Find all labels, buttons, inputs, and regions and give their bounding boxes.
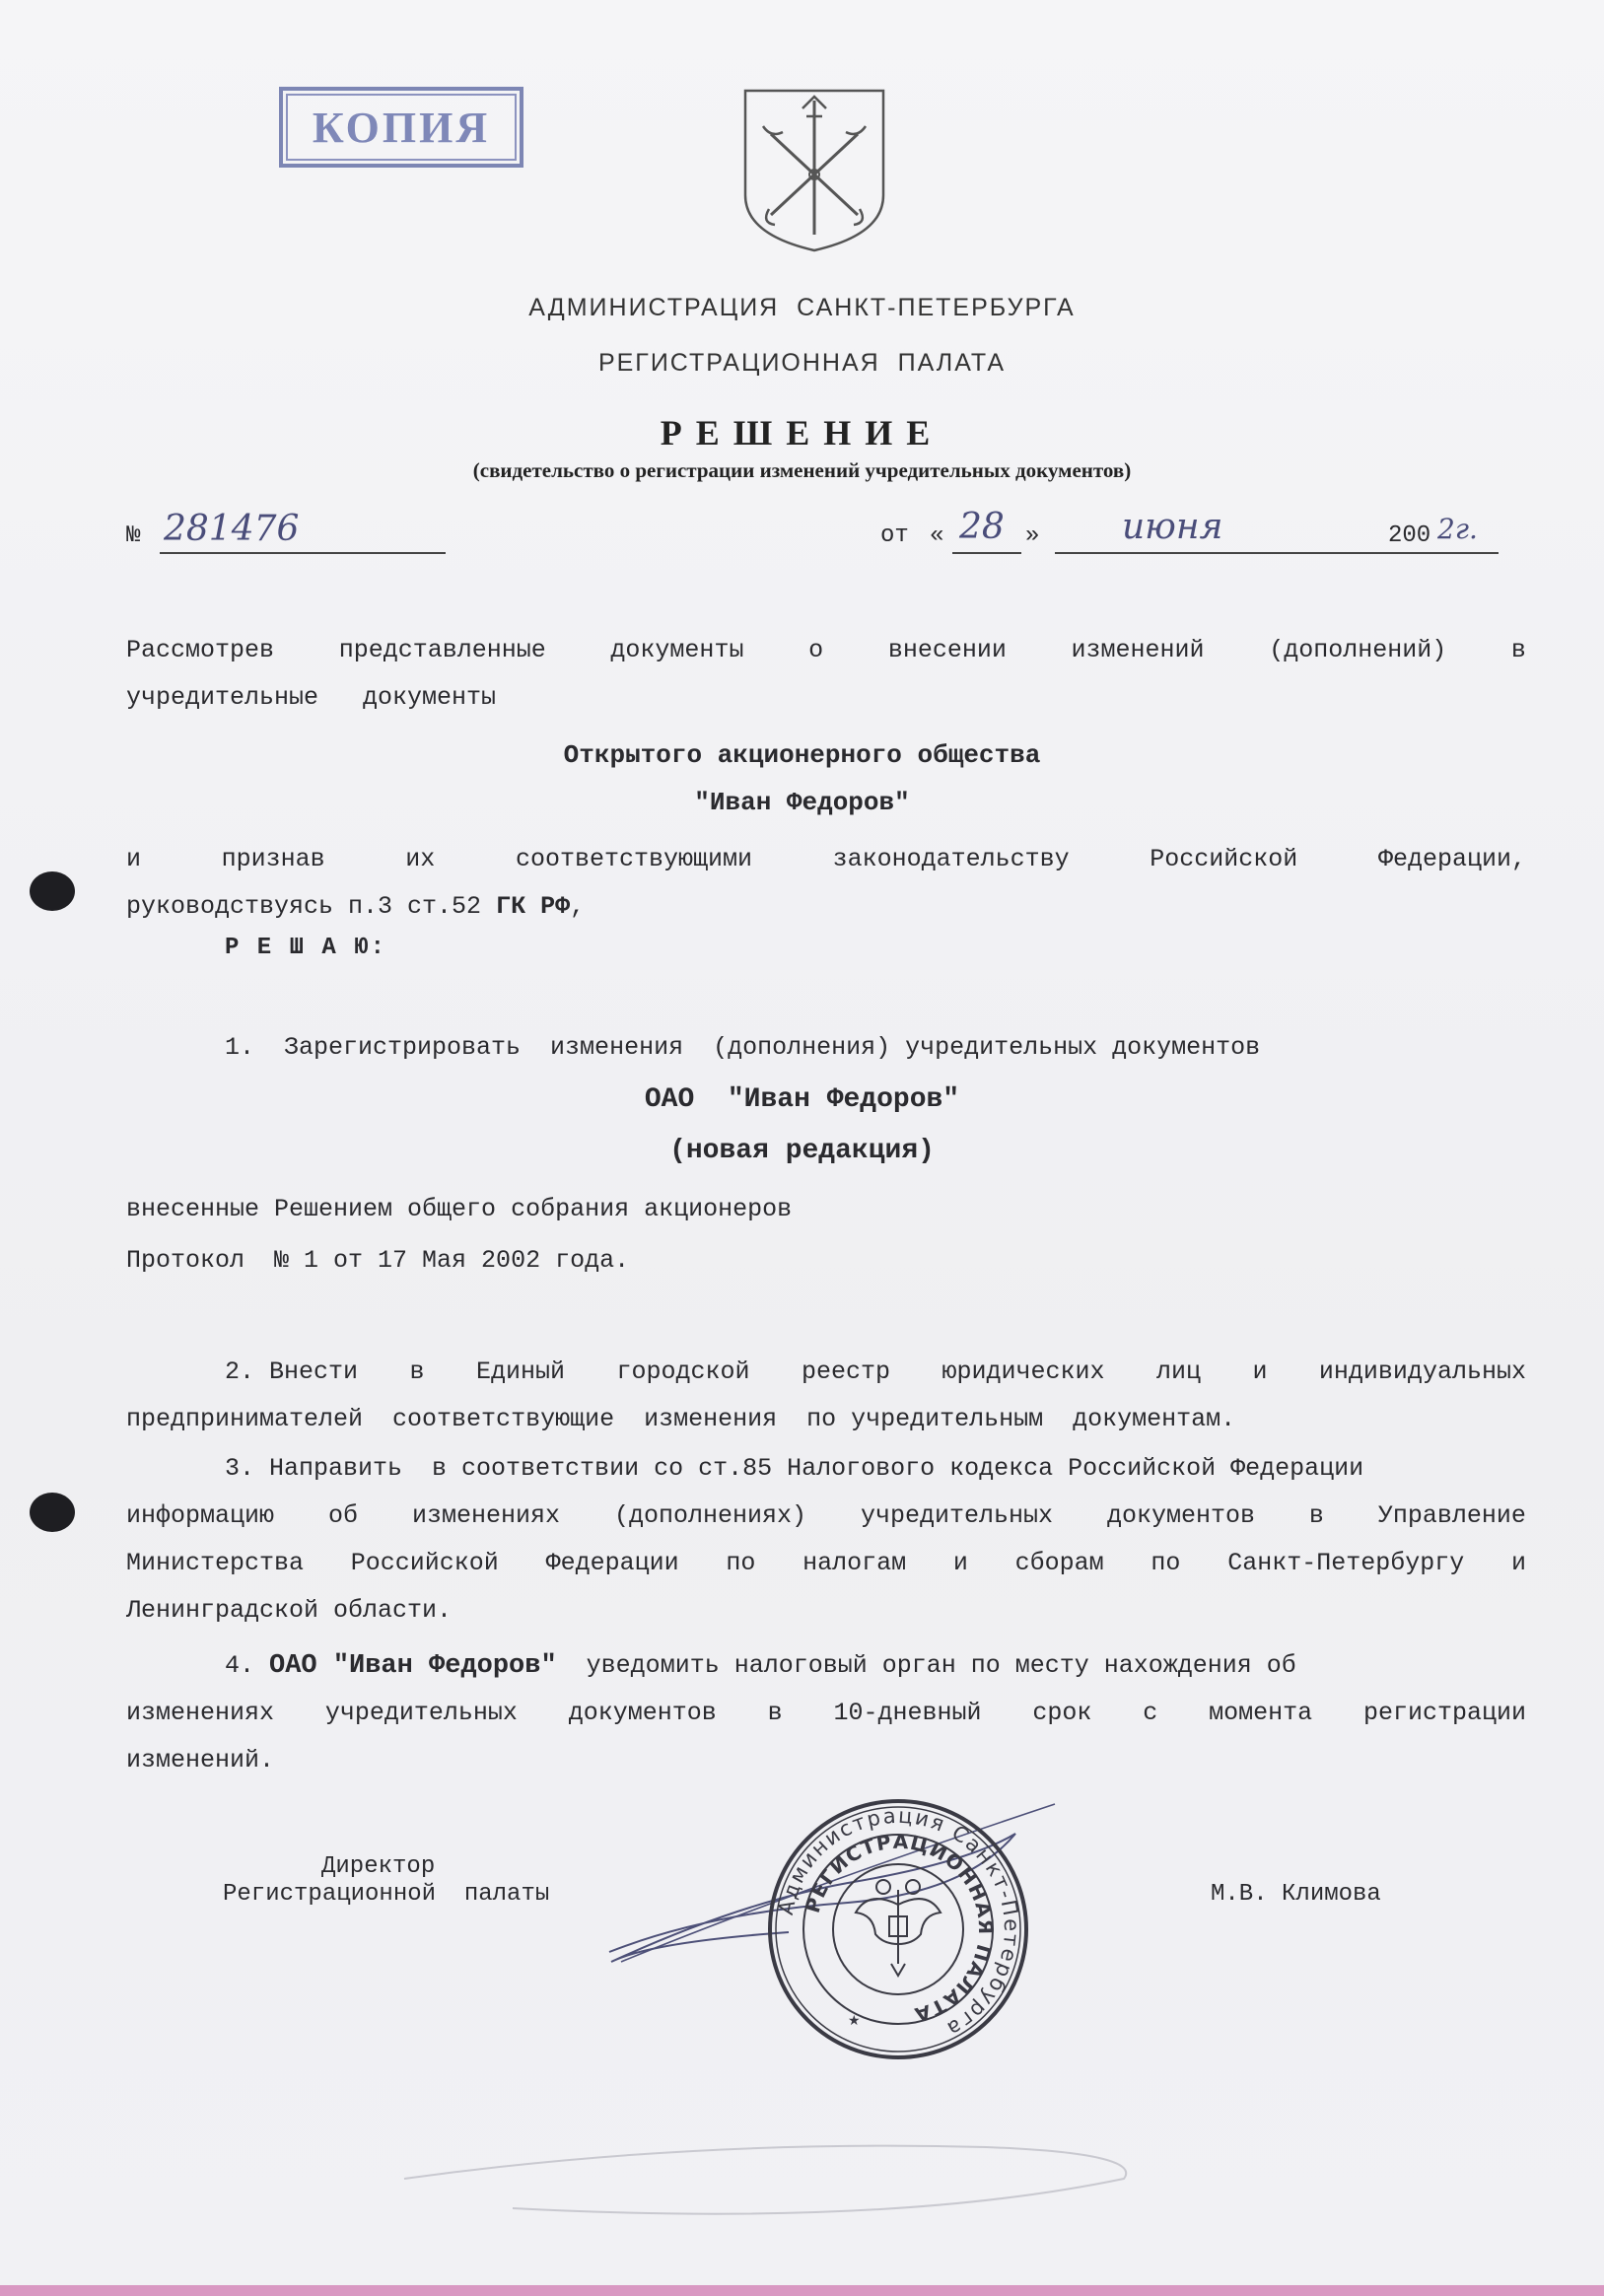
civil-code-reference: ГК РФ [496,892,571,921]
intro-line-3 [126,836,1526,883]
day-underline [952,552,1021,554]
word: в [409,1357,425,1386]
company-full-name-line-2: "Иван Федоров" [694,788,910,817]
item-2-paragraph [225,1349,1526,1396]
director-title: Директор [321,1853,436,1880]
word: реестр [801,1357,890,1386]
word: индивидуальных [1318,1357,1526,1386]
word: Управление [1377,1501,1526,1530]
word: с [1143,1699,1158,1727]
word: признав [221,845,325,873]
double-headed-eagle-icon [856,1880,941,1976]
item-4-line-1 [225,1642,1296,1690]
intro-paragraph-continued [126,836,1526,931]
item-4-company: ОАО "Иван Федоров" [269,1651,557,1681]
word: внесении [887,636,1007,664]
pencil-mark [394,2120,1203,2238]
intro-line-4-prefix: руководствуясь п.3 ст.52 [126,892,497,921]
decision-heading: Р Е Ш А Ю: [225,935,387,961]
word: лиц [1155,1357,1201,1386]
word: изменений [1071,636,1205,664]
seal-outer-text: Администрация Санкт-Петербурга [773,1803,1024,2043]
word: сборам [1014,1549,1104,1577]
year-prefix: 200 [1388,522,1431,549]
word: 2. Внести [225,1357,359,1386]
item-1-line-a: внесенные Решением общего собрания акционеров [126,1195,793,1223]
item-3-line-3 [126,1540,1526,1587]
word: в [767,1699,783,1727]
intro-line-4 [126,883,1526,931]
word: момента [1209,1699,1313,1727]
intro-line-4-suffix: , [570,892,586,921]
item-1-line-b: Протокол № 1 от 17 Мая 2002 года. [126,1246,630,1275]
day-value: 28 [959,507,1005,547]
seal-inner-text: РЕГИСТРАЦИОННАЯ ПАЛАТА [800,1829,999,2028]
word: информацию [126,1501,275,1530]
word: регистрации [1362,1699,1526,1727]
word: и [126,845,142,873]
word: законодательству [832,845,1070,873]
header-administration: АДМИНИСТРАЦИЯ САНКТ-ПЕТЕРБУРГА [528,294,1076,321]
intro-line-1 [126,627,1526,674]
number-value: 281476 [164,509,300,549]
item-4-paragraph [126,1690,1526,1784]
word: документов [1106,1501,1255,1530]
day-close-quote: » [1025,522,1040,549]
item-4-line-2 [126,1690,1526,1737]
word: Министерства [126,1549,305,1577]
word: Рассмотрев [126,636,275,664]
document-title: РЕШЕНИЕ [660,413,944,452]
word: Российской [350,1549,499,1577]
official-seal [765,1796,1031,2062]
word: представленные [338,636,546,664]
word: (дополнениях) [613,1501,806,1530]
month-underline [1055,552,1499,554]
word: в [1308,1501,1324,1530]
word: и [1510,1549,1526,1577]
bottom-edge-strip [0,2285,1604,2296]
word: Единый [475,1357,565,1386]
word: по [726,1549,756,1577]
number-label: № [126,522,141,549]
word: документов [568,1699,717,1727]
item-1-text: 1. Зарегистрировать изменения (дополнения) учредительных документов [225,1033,1261,1062]
item-2-line-2: предпринимателей соответствующие изменения по учредительным документам. [126,1405,1236,1433]
binder-hole-mark-top [30,871,75,911]
copy-stamp: КОПИЯ [279,87,523,168]
item-4-line-3: изменений. [126,1746,275,1774]
word: срок [1032,1699,1092,1727]
number-date-row [126,507,1526,564]
item-4-number: 4. [225,1651,270,1680]
intro-paragraph [126,627,1526,722]
word: и [952,1549,968,1577]
word: изменениях [126,1699,275,1727]
word: налогам [802,1549,907,1577]
document-subtitle: (свидетельство о регистрации изменений учредительных документов) [472,458,1132,482]
from-label: от [880,522,909,549]
word: документы [610,636,744,664]
year-suffix: 2г. [1437,513,1478,545]
director-organization: Регистрационной палаты [223,1881,550,1908]
word: Российской [1150,845,1298,873]
word: (дополнений) [1269,636,1447,664]
binder-hole-mark-bottom [30,1493,75,1532]
word: учредительных [324,1699,518,1727]
number-underline [160,552,446,554]
word: изменениях [411,1501,560,1530]
word: об [327,1501,358,1530]
word: учредительных [860,1501,1053,1530]
word: о [808,636,824,664]
day-open-quote: « [930,522,944,549]
word: Санкт-Петербургу [1227,1549,1465,1577]
word: в [1510,636,1526,664]
item-1-company: ОАО "Иван Федоров" [644,1084,960,1115]
word: Федерации, [1377,845,1526,873]
coat-of-arms-icon [741,87,887,254]
item-4-line-1-rest: уведомить налоговый орган по месту нахождения об [556,1651,1296,1680]
item-2-line-1 [225,1349,1526,1396]
word: их [405,845,436,873]
company-full-name-line-1: Открытого акционерного общества [563,740,1041,770]
intro-line-2: учредительные документы [126,683,497,712]
item-3-paragraph [126,1493,1526,1635]
month-value: июня [1122,507,1223,547]
header-registration-chamber: РЕГИСТРАЦИОННАЯ ПАЛАТА [597,349,1007,377]
word: Федерации [545,1549,679,1577]
word: и [1252,1357,1268,1386]
word: 10-дневный [833,1699,982,1727]
svg-text:★: ★ [848,2013,861,2029]
word: соответствующими [515,845,752,873]
word: по [1151,1549,1181,1577]
director-name: М.В. Климова [1211,1881,1381,1908]
item-3-line-2 [126,1493,1526,1540]
item-1-edition: (новая редакция) [669,1136,935,1166]
item-3-line-4: Ленинградской области. [126,1596,453,1625]
item-3-line-1: 3. Направить в соответствии со ст.85 Налогового кодекса Российской Федерации [225,1454,1364,1483]
word: юридических [941,1357,1105,1386]
word: городской [616,1357,750,1386]
